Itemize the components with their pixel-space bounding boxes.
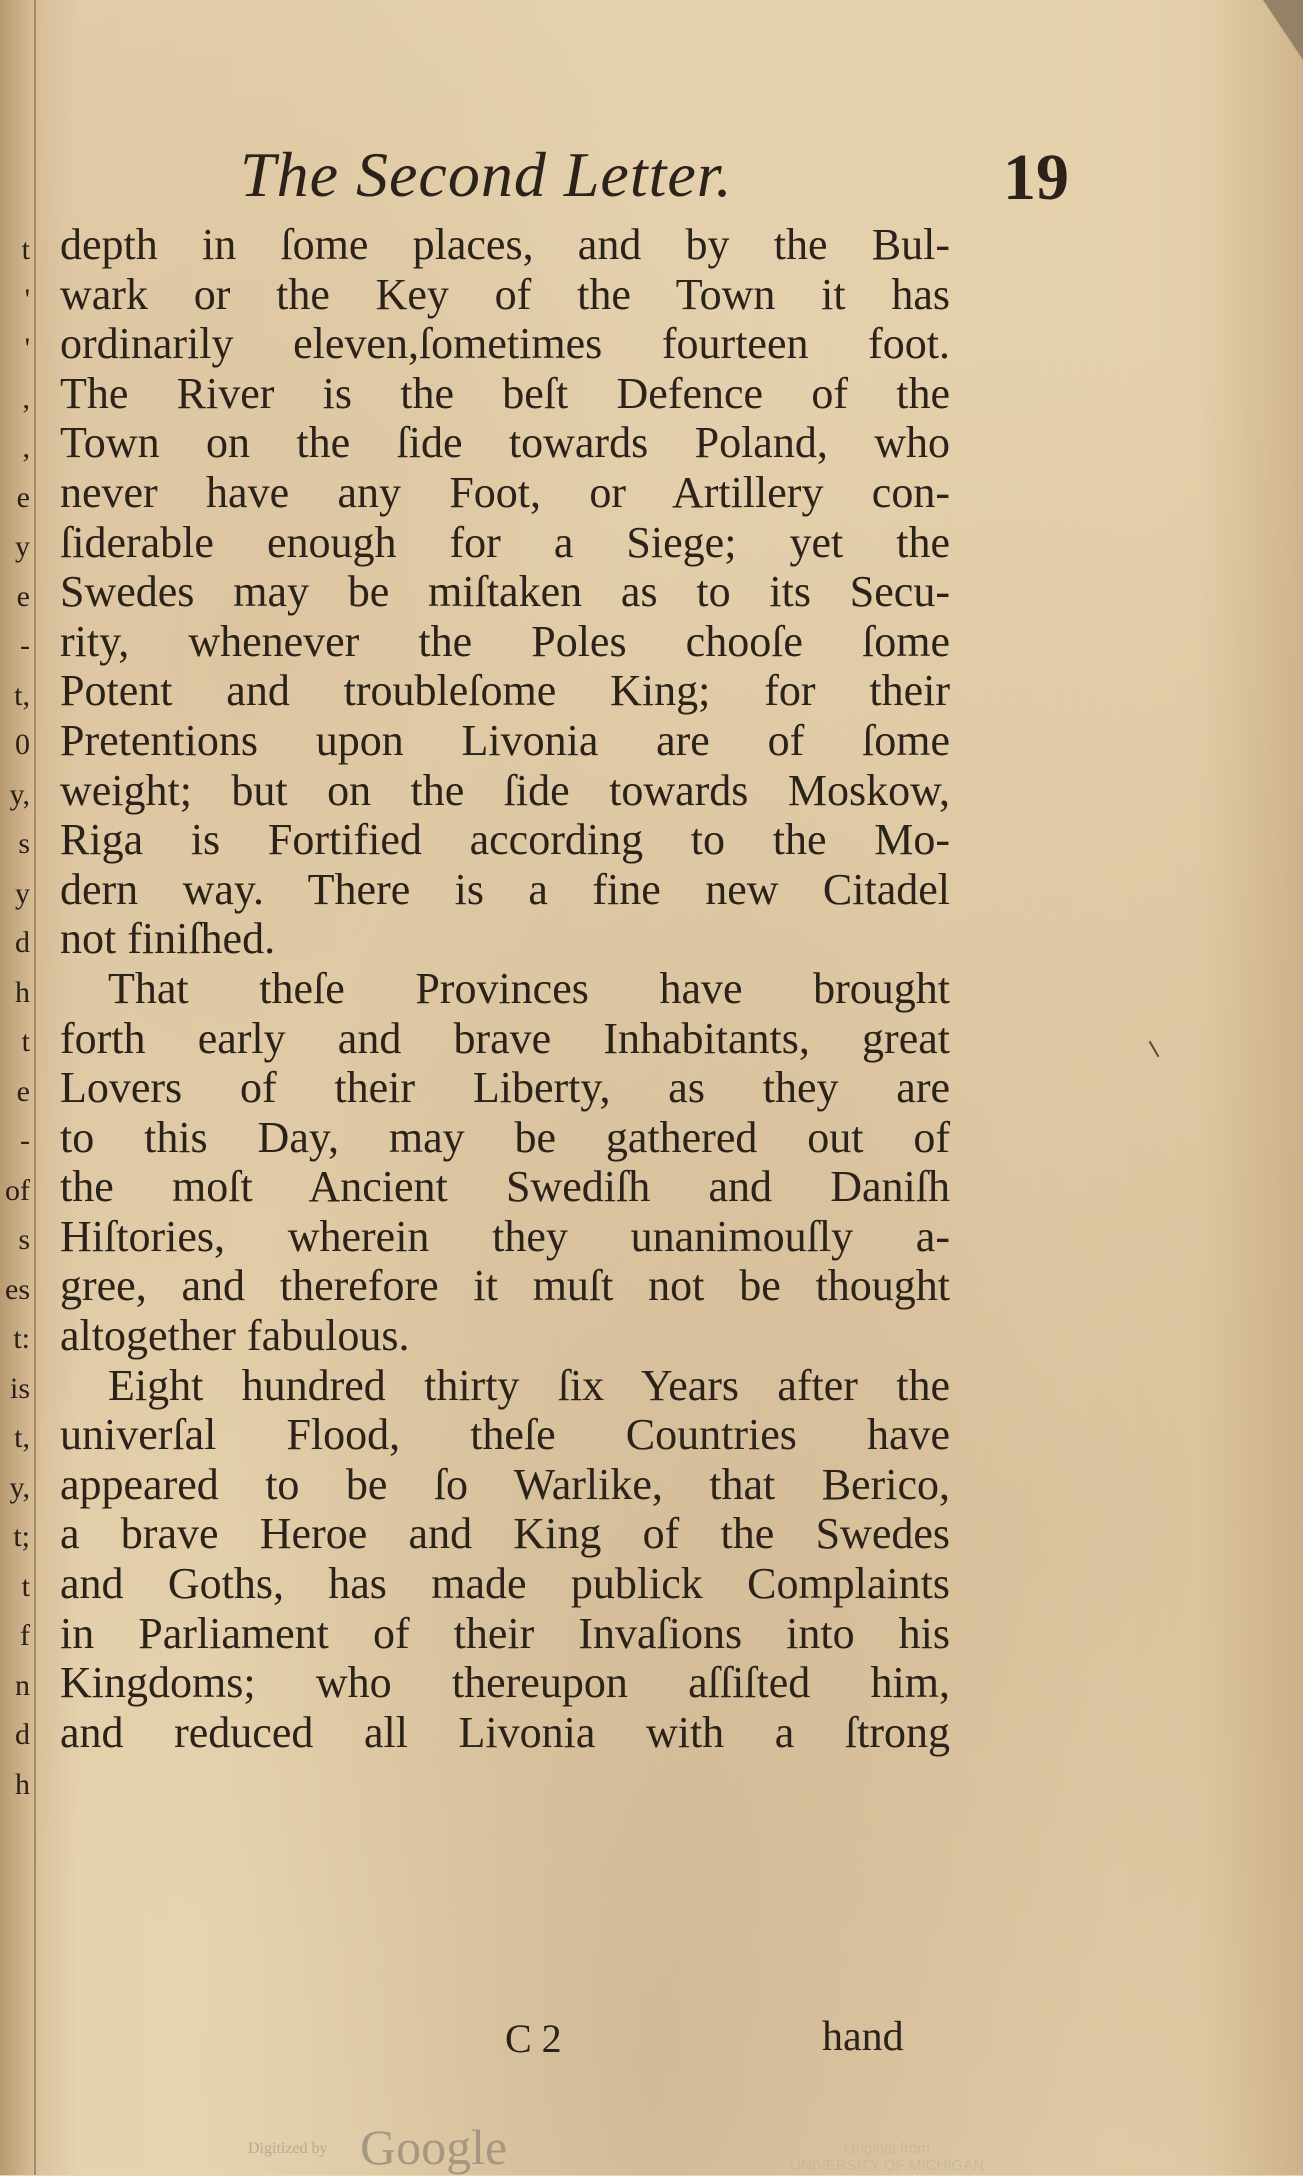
margin-fragment: h bbox=[15, 1767, 30, 1801]
text-line: That theſe Provinces have brought bbox=[108, 963, 950, 1013]
page-number: 19 bbox=[1003, 141, 1069, 214]
margin-fragment: ' bbox=[24, 282, 30, 316]
margin-fragment: - bbox=[20, 629, 30, 662]
text-line: The River is the beſt Defence of the bbox=[60, 368, 950, 418]
text-line: Swedes may be miſtaken as to its Secu- bbox=[60, 567, 950, 617]
signature-mark: C 2 bbox=[505, 2016, 562, 2061]
margin-fragment: y, bbox=[9, 777, 30, 811]
margin-fragment: t; bbox=[13, 1520, 30, 1553]
text-line: forth early and brave Inhabitants, great bbox=[60, 1013, 950, 1063]
margin-fragment: y bbox=[15, 530, 30, 563]
text-line: the moſt Ancient Swediſh and Daniſh bbox=[60, 1162, 950, 1212]
text-line: not finiſhed. bbox=[60, 914, 276, 964]
text-line: Riga is Fortified according to the Mo- bbox=[60, 815, 950, 865]
margin-fragment: e bbox=[16, 480, 30, 514]
margin-fragment: y, bbox=[9, 1470, 30, 1504]
text-line: never have any Foot, or Artillery con- bbox=[60, 467, 950, 517]
text-line: to this Day, may be gathered out of bbox=[60, 1112, 950, 1162]
margin-fragment: of bbox=[5, 1173, 30, 1207]
margin-fragment: es bbox=[5, 1272, 30, 1306]
margin-fragment: s bbox=[18, 1223, 30, 1256]
margin-fragment: t bbox=[21, 1569, 30, 1603]
margin-fragment: e bbox=[16, 1074, 30, 1108]
previous-page-edge bbox=[0, 0, 36, 2175]
text-line: appeared to be ſo Warlike, that Berico, bbox=[60, 1459, 950, 1509]
text-line: univerſal Flood, theſe Countries have bbox=[60, 1410, 950, 1460]
body-text bbox=[60, 220, 950, 1757]
text-line: ordinarily eleven,ſometimes fourteen foot. bbox=[60, 319, 950, 369]
google-logo: Google bbox=[360, 2119, 508, 2175]
previous-page-fragments bbox=[2, 225, 30, 1809]
text-line: gree, and therefore it muſt not be thought bbox=[60, 1261, 950, 1311]
margin-fragment: s bbox=[18, 827, 30, 860]
margin-fragment: e bbox=[16, 579, 30, 613]
text-line: Lovers of their Liberty, as they are bbox=[60, 1063, 950, 1113]
margin-fragment: , bbox=[22, 381, 30, 415]
paper-blemish bbox=[1149, 1041, 1160, 1058]
margin-fragment: y bbox=[15, 876, 30, 910]
margin-fragment: , bbox=[22, 431, 30, 464]
text-line: Potent and troubleſome King; for their bbox=[60, 666, 950, 716]
text-line: Eight hundred thirty ſix Years after the bbox=[108, 1360, 950, 1410]
text-line: Town on the ſide towards Poland, who bbox=[60, 418, 950, 468]
margin-fragment: t, bbox=[14, 1421, 30, 1454]
margin-fragment: d bbox=[15, 926, 30, 959]
source-line: UNIVERSITY OF MICHIGAN bbox=[790, 2157, 984, 2174]
text-line: Hiſtories, wherein they unanimouſly a- bbox=[60, 1211, 950, 1261]
margin-fragment: d bbox=[15, 1718, 30, 1751]
margin-fragment: is bbox=[9, 1371, 30, 1405]
margin-fragment: t, bbox=[14, 678, 30, 712]
text-line: dern way. There is a fine new Citadel bbox=[60, 864, 950, 914]
margin-fragment: n bbox=[15, 1668, 30, 1702]
margin-fragment: h bbox=[15, 975, 30, 1009]
margin-fragment: ' bbox=[24, 332, 30, 365]
running-title: The Second Letter. bbox=[240, 139, 733, 210]
margin-fragment: - bbox=[20, 1124, 30, 1157]
text-line: and reduced all Livonia with a ſtrong bbox=[60, 1707, 950, 1757]
library-source-mark bbox=[790, 2140, 984, 2174]
text-line: depth in ſome places, and by the Bul- bbox=[60, 220, 950, 269]
text-line: Pretentions upon Livonia are of ſome bbox=[60, 715, 950, 765]
text-line: a brave Heroe and King of the Swedes bbox=[60, 1509, 950, 1559]
text-line: rity, whenever the Poles chooſe ſome bbox=[60, 616, 950, 666]
margin-fragment: 0 bbox=[15, 728, 30, 761]
margin-fragment: t bbox=[21, 233, 30, 266]
digitized-by-label: Digitized by bbox=[248, 2140, 328, 2157]
text-line: Kingdoms; who thereupon aſſiſted him, bbox=[60, 1658, 950, 1708]
source-line: Original from bbox=[844, 2140, 930, 2157]
text-line: in Parliament of their Invaſions into his bbox=[60, 1608, 950, 1658]
text-line: ſiderable enough for a Siege; yet the bbox=[60, 517, 950, 567]
catchword: hand bbox=[822, 2014, 904, 2060]
page-corner-shadow bbox=[1263, 0, 1303, 60]
text-line: weight; but on the ſide towards Moskow, bbox=[60, 765, 950, 815]
text-line: wark or the Key of the Town it has bbox=[60, 269, 950, 319]
text-line: and Goths, has made publick Complaints bbox=[60, 1559, 950, 1609]
text-line: altogether fabulous. bbox=[60, 1311, 410, 1361]
margin-fragment: t: bbox=[13, 1322, 30, 1355]
margin-fragment: t bbox=[21, 1025, 30, 1058]
margin-fragment: f bbox=[20, 1619, 30, 1652]
